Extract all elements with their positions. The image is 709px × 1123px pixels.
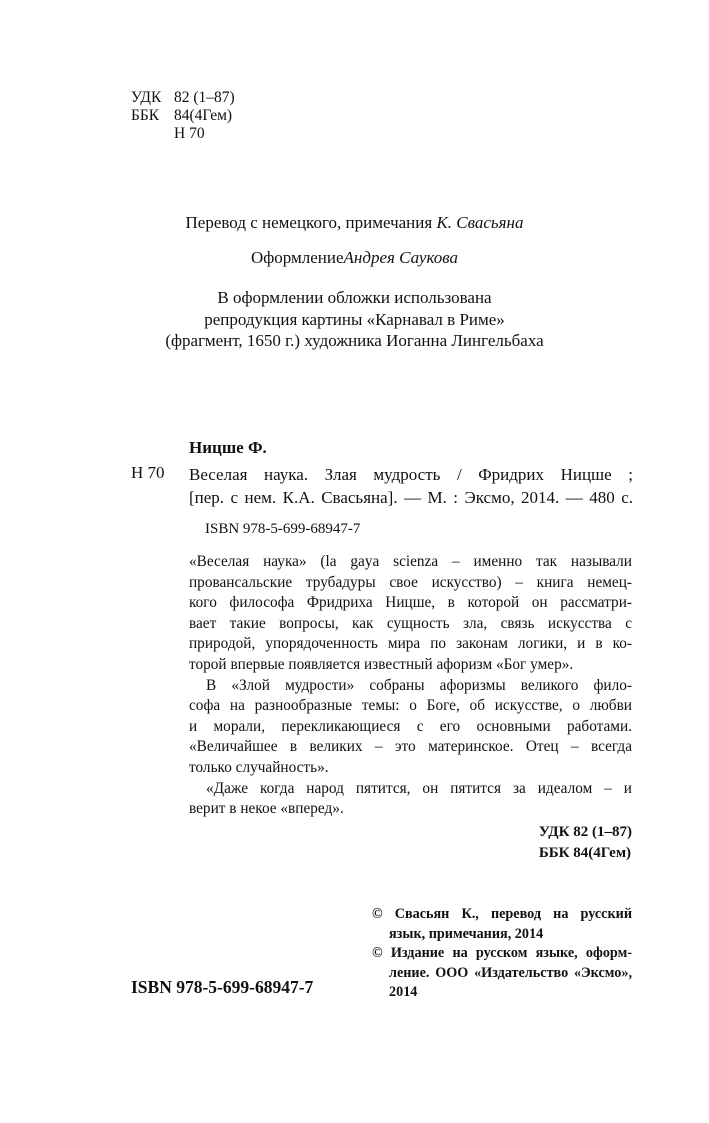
bbk-row xyxy=(131,107,235,125)
cover-credit: В оформлении обложки использована репродукция картины «Карнавал в Риме» (фрагмент, 1650 г.) художника Иоганна Лингельбаха xyxy=(165,288,544,350)
design-credit: ОформлениеАндрея Саукова xyxy=(250,248,459,267)
annotation xyxy=(189,552,632,820)
author-heading: Ницше Ф. xyxy=(189,438,267,457)
annotation-line: природой, упорядоченность мира по законам логики, и в ко- xyxy=(189,635,632,653)
bbk-bold: ББК 84(4Гем) xyxy=(538,844,632,861)
classification-codes xyxy=(131,89,235,143)
author-mark: Н 70 xyxy=(174,125,205,142)
bbk-value: 84(4Гем) xyxy=(174,107,233,124)
annotation-line: верит в некое «вперед». xyxy=(189,800,344,818)
copyright-line: © Свасьян К., перевод на русский xyxy=(372,906,632,922)
annotation-line: В «Злой мудрости» собраны афоризмы великого фило- xyxy=(206,676,632,694)
copyright-line: язык, примечания, 2014 xyxy=(389,925,544,942)
udk-label: УДК xyxy=(131,89,162,106)
annotation-line: только случайность». xyxy=(189,758,329,776)
annotation-line: «Величайшее в великих – это материнское. Отец – всегда xyxy=(189,738,632,756)
author-mark-row xyxy=(131,125,235,143)
annotation-line: «Даже когда народ пятится, он пятится за идеалом – и xyxy=(206,779,632,797)
classification-codes-bold xyxy=(539,822,632,863)
isbn-main: ISBN 978-5-699-68947-7 xyxy=(131,977,314,997)
annotation-line: провансальские трубадуры свое искусство) – книга немец- xyxy=(189,573,632,591)
copyright-block xyxy=(372,905,632,1003)
annotation-line: софа на разнообразные темы: о Боге, об искусстве, о любви xyxy=(189,697,632,715)
translation-credit: Перевод с немецкого, примечания К. Свасьяна xyxy=(185,213,524,232)
annotation-line: «Веселая наука» (la gaya scienza – именно так называли xyxy=(189,553,632,570)
udk-bold: УДК 82 (1–87) xyxy=(538,824,632,840)
designer-name: Андрея Саукова xyxy=(343,248,459,267)
udk-row xyxy=(131,89,235,107)
udk-value: 82 (1–87) xyxy=(174,89,235,106)
annotation-line: кого философа Фридриха Ницше, в которой он рассматри- xyxy=(189,594,632,612)
biblio-mark: Н 70 xyxy=(131,463,165,482)
copyright-line: 2014 xyxy=(389,984,418,1000)
translator-name: К. Свасьяна xyxy=(436,213,524,232)
annotation-line: вает такие вопросы, как сущность зла, связь искусства с xyxy=(189,614,632,632)
copyright-line: ление. ООО «Издательство «Эксмо», xyxy=(389,964,632,981)
biblio-isbn: ISBN 978-5-699-68947-7 xyxy=(205,521,361,537)
copyright-line: © Издание на русском языке, оформ- xyxy=(372,945,632,961)
bbk-label: ББК xyxy=(131,107,160,124)
annotation-line: и морали, перекликающиеся с его основными работами. xyxy=(189,717,632,735)
biblio-description: Веселая наука. Злая мудрость / Фридрих Ницше ; [пер. с нем. К.А. Свасьяна]. — М. : Эксмо, 2014. — 480 с. xyxy=(189,465,633,507)
annotation-line: торой впервые появляется известный афоризм «Бог умер». xyxy=(189,655,574,673)
